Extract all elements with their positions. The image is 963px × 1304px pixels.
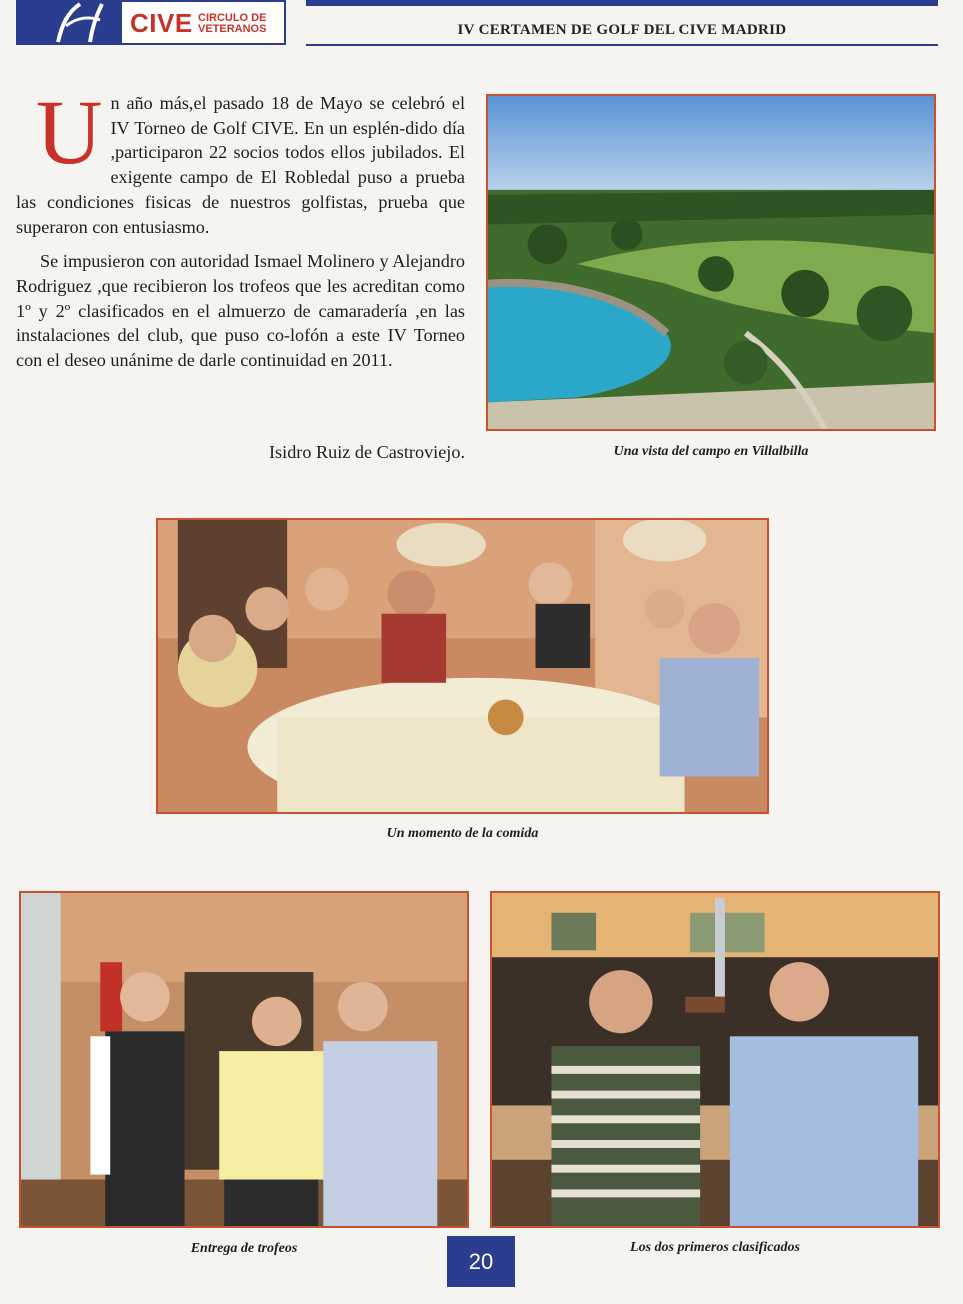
winners-photo [490, 891, 940, 1228]
header-rule-top [306, 0, 938, 6]
article-paragraph-2: Se impusieron con autoridad Ismael Molinero y Alejandro Rodriguez ,que recibieron los trofeos que les acreditan como 1º y 2º clasificados en el almuerzo de camaradería ,en las instalaciones del club, que puso co-lofón a este IV Torneo con el deseo unánime de darle continuidad en 2011. [16, 251, 465, 371]
page-number: 20 [447, 1236, 515, 1287]
logo-sub-line-2: VETERANOS [198, 23, 267, 35]
drop-cap: U [36, 81, 103, 183]
course-photo-caption: Una vista del campo en Villalbilla [613, 444, 809, 459]
winners-photo-caption: Los dos primeros clasificados [630, 1240, 800, 1255]
logo-sub-line-1: CIRCULO DE [198, 12, 267, 24]
trophies-photo [19, 891, 469, 1228]
page-title: IV CERTAMEN DE GOLF DEL CIVE MADRID [457, 22, 787, 38]
logo-emblem-icon [18, 2, 122, 43]
lunch-photo [156, 518, 769, 814]
golf-course-photo [486, 94, 936, 431]
logo-brand-text: CIVE [130, 8, 193, 38]
article-paragraph-1 [16, 81, 465, 239]
trophies-photo-caption: Entrega de trofeos [190, 1241, 298, 1256]
lunch-photo-caption: Un momento de la comida [386, 826, 539, 841]
article-body [16, 81, 465, 383]
header-rule-bottom [306, 44, 938, 46]
article-author: Isidro Ruiz de Castroviejo. [269, 442, 465, 462]
logo-subtitle [198, 13, 266, 35]
cive-logo [16, 0, 286, 45]
paragraph-1-text: n año más,el pasado 18 de Mayo se celebró el IV Torneo de Golf CIVE. En un esplén-dido día ,participaron 22 socios todos ellos jubilados. El exigente campo de El Robledal puso a prueba las condiciones fisicas de nuestros golfistas, prueba que superaron con entusiasmo. [16, 93, 465, 237]
